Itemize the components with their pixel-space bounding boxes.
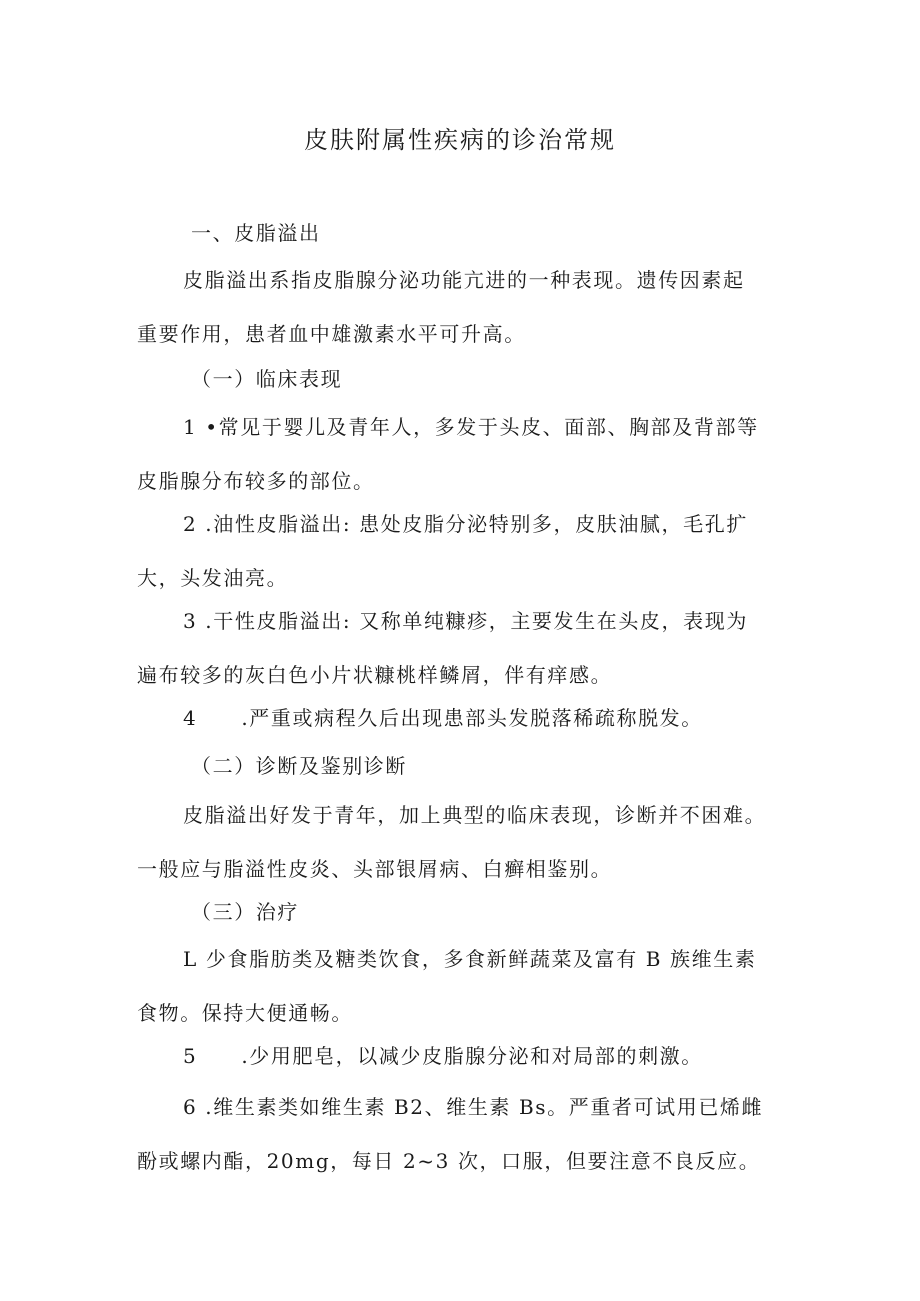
- paragraph-line: 酚或螺内酯，20mg，每日 2~3 次，口服，但要注意不良反应。: [137, 1149, 761, 1173]
- paragraph-line: 重要作用，患者血中雄激素水平可升高。: [137, 322, 526, 346]
- paragraph-line: L 少食脂肪类及糖类饮食，多食新鲜蔬菜及富有 B 族维生素: [183, 947, 757, 971]
- paragraph-line: 3 .干性皮脂溢出: 又称单纯糠疹，主要发生在头皮，表现为: [183, 609, 748, 633]
- clinical-item-3: [137, 594, 809, 702]
- clinical-item-2: [137, 497, 809, 605]
- subsection-heading-clinical: （一）临床表现: [191, 367, 343, 391]
- paragraph-line: 食物。保持大便通畅。: [137, 1001, 353, 1025]
- document-title: 皮肤附属性疾病的诊治常规: [304, 126, 616, 154]
- paragraph-line: 6 .维生素类如维生素 B2、维生素 Bs。严重者可试用已烯雌: [183, 1095, 764, 1119]
- subsection-heading-treatment: （三）治疗: [191, 900, 299, 924]
- section-heading: 一、皮脂溢出: [191, 221, 321, 245]
- item-text: .严重或病程久后出现患部头发脱落稀疏称脱发。: [241, 706, 703, 730]
- paragraph-line: 大，头发油亮。: [137, 566, 289, 590]
- clinical-item-4: [137, 691, 809, 745]
- paragraph-line: 一般应与脂溢性皮炎、头部银屑病、白癣相鉴别。: [137, 857, 613, 881]
- paragraph-line: 遍布较多的灰白色小片状糠桃样鳞屑，伴有痒感。: [137, 663, 613, 687]
- treatment-item-6: [137, 1080, 809, 1188]
- clinical-item-1: [137, 400, 809, 508]
- paragraph-line: 2 .油性皮脂溢出: 患处皮脂分泌特别多，皮肤油腻，毛孔扩: [183, 512, 748, 536]
- item-number: 5: [183, 1044, 198, 1068]
- subsection-heading-diagnosis: （二）诊断及鉴别诊断: [191, 754, 407, 778]
- paragraph-line: 皮脂溢出系指皮脂腺分泌功能亢进的一种表现。遗传因素起: [183, 268, 745, 292]
- treatment-item-5: [137, 1029, 809, 1083]
- diagnosis-paragraph: [137, 788, 809, 896]
- item-number: 4: [183, 706, 198, 730]
- item-text: .少用肥皂，以减少皮脂腺分泌和对局部的刺激。: [241, 1044, 703, 1068]
- paragraph-line: 1 •常见于婴儿及青年人，多发于头皮、面部、胸部及背部等: [183, 415, 759, 439]
- paragraph-line: 皮脂腺分布较多的部位。: [137, 469, 375, 493]
- intro-paragraph: [137, 253, 809, 361]
- paragraph-line: 皮脂溢出好发于青年，加上典型的临床表现，诊断并不困难。: [183, 803, 767, 827]
- treatment-item-1: [137, 932, 809, 1040]
